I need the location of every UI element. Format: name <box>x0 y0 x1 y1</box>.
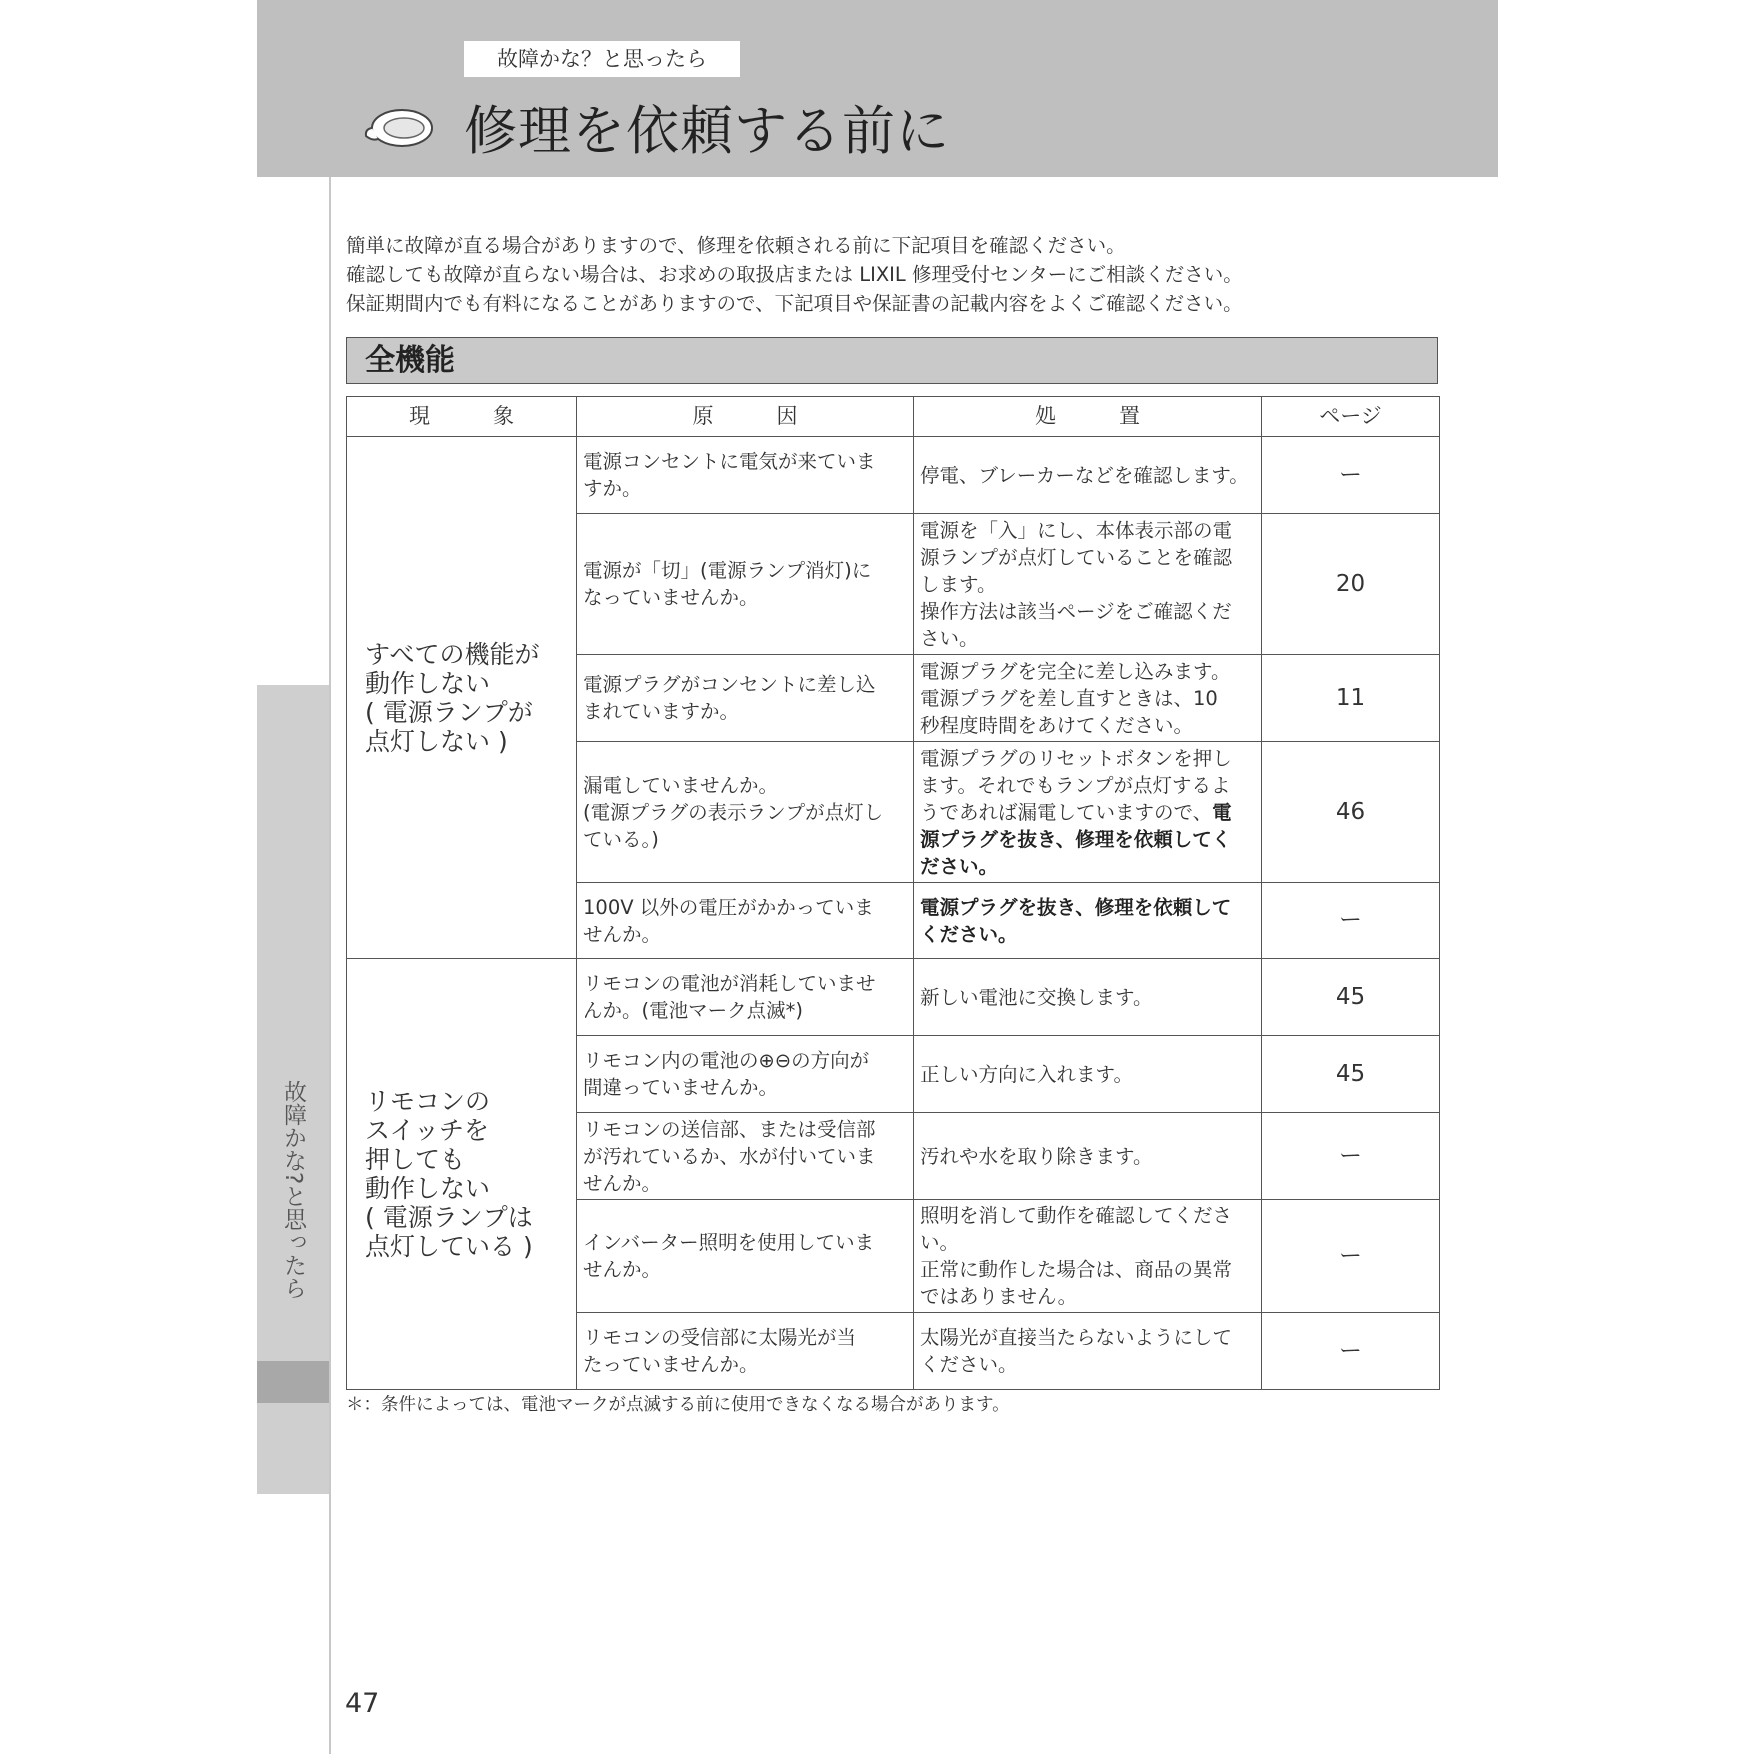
remedy-text: 停電、ブレーカーなどを確認します。 <box>920 463 1249 487</box>
remedy-cell <box>914 742 1262 883</box>
section-label: 故障かな？と思ったら <box>464 41 740 77</box>
remedy-cell <box>914 1113 1262 1200</box>
cause-cell: リモコンの電池が消耗していませ んか。(電池マーク点滅*) <box>577 959 914 1036</box>
section-title: 全機能 <box>365 343 455 378</box>
cause-cell: 漏電していませんか。 (電源プラグの表示ランプが点灯し ている。) <box>577 742 914 883</box>
section-header <box>346 337 1438 384</box>
remedy-cell <box>914 1313 1262 1390</box>
remedy-cell <box>914 1200 1262 1313</box>
cause-cell: リモコンの受信部に太陽光が当 たっていませんか。 <box>577 1313 914 1390</box>
page-ref-cell: 45 <box>1262 959 1440 1036</box>
remedy-cell <box>914 437 1262 514</box>
remedy-text: 汚れや水を取り除きます。 <box>920 1144 1153 1168</box>
cause-cell: リモコンの送信部、または受信部 が汚れているか、水が付いていま せんか。 <box>577 1113 914 1200</box>
table-header-row <box>347 397 1440 437</box>
table-body <box>347 437 1440 1390</box>
remedy-cell <box>914 514 1262 655</box>
remedy-cell <box>914 1036 1262 1113</box>
remedy-text: 新しい電池に交換します。 <box>920 985 1153 1009</box>
remedy-warning: 電 源プラグを抜き、修理を依頼してく ださい。 <box>920 800 1232 878</box>
page-number: 47 <box>345 1688 380 1719</box>
page-ref-cell: ー <box>1262 1113 1440 1200</box>
header-cause: 原 因 <box>577 397 914 437</box>
table-row <box>347 959 1440 1036</box>
intro-line: 簡単に故障が直る場合がありますので、修理を依頼される前に下記項目を確認ください。 <box>346 234 1126 257</box>
header-symptom: 現 象 <box>347 397 577 437</box>
header-remedy: 処 置 <box>914 397 1262 437</box>
remedy-text: 照明を消して動作を確認してくださ い。 正常に動作した場合は、商品の異常 ではありません。 <box>920 1204 1233 1308</box>
cause-cell: 電源コンセントに電気が来ていま すか。 <box>577 437 914 514</box>
remedy-warning: 電源プラグを抜き、修理を依頼して ください。 <box>920 895 1232 946</box>
side-tab-label: 故障かな?と思ったら <box>280 1080 306 1300</box>
remedy-text: 電源を「入」にし、本体表示部の電 源ランプが点灯していることを確認 します。 操作方法は該当ページをご確認くだ さい。 <box>920 518 1233 650</box>
remedy-text: 正しい方向に入れます。 <box>920 1062 1133 1086</box>
cause-cell: リモコン内の電池の⊕⊖の方向が 間違っていませんか。 <box>577 1036 914 1113</box>
remedy-cell <box>914 959 1262 1036</box>
page-ref-cell: 20 <box>1262 514 1440 655</box>
troubleshooting-table <box>346 396 1440 1390</box>
cause-cell: 電源プラグがコンセントに差し込 まれていますか。 <box>577 655 914 742</box>
page-ref-cell: ー <box>1262 1313 1440 1390</box>
page-title: 修理を依頼する前に <box>464 101 950 162</box>
intro-text <box>346 231 1446 318</box>
left-margin-rule <box>329 177 331 1754</box>
page-ref-cell: ー <box>1262 437 1440 514</box>
intro-line: 確認しても故障が直らない場合は、お求めの取扱店または LIXIL 修理受付センターにご相談ください。 <box>346 263 1243 286</box>
remedy-text: 太陽光が直接当たらないようにして ください。 <box>920 1326 1233 1376</box>
remedy-cell <box>914 655 1262 742</box>
remedy-cell <box>914 883 1262 959</box>
page-ref-cell: 46 <box>1262 742 1440 883</box>
symptom-cell: リモコンの スイッチを 押しても 動作しない ( 電源ランプは 点灯している ) <box>347 959 577 1390</box>
intro-line: 保証期間内でも有料になることがありますので、下記項目や保証書の記載内容をよくご確認ください。 <box>346 292 1243 315</box>
page-ref-cell: ー <box>1262 1200 1440 1313</box>
symptom-cell: すべての機能が 動作しない ( 電源ランプが 点灯しない ) <box>347 437 577 959</box>
footnote: ＊：条件によっては、電池マークが点滅する前に使用できなくなる場合があります。 <box>346 1395 1010 1415</box>
header-page: ページ <box>1262 397 1440 437</box>
cause-cell: 電源が「切」(電源ランプ消灯)に なっていませんか。 <box>577 514 914 655</box>
remedy-text: 電源プラグのリセットボタンを押し ます。それでもランプが点灯するよ うであれば漏電していますので、 <box>920 746 1232 824</box>
cause-cell: 100V 以外の電圧がかかっていま せんか。 <box>577 883 914 959</box>
page-ref-cell: 11 <box>1262 655 1440 742</box>
page-ref-cell: ー <box>1262 883 1440 959</box>
table-row <box>347 437 1440 514</box>
page-ref-cell: 45 <box>1262 1036 1440 1113</box>
side-tab-marker <box>257 1361 329 1403</box>
cause-cell: インバーター照明を使用していま せんか。 <box>577 1200 914 1313</box>
remedy-text: 電源プラグを完全に差し込みます。 電源プラグを差し直すときは、10 秒程度時間をあけてください。 <box>920 659 1231 737</box>
toilet-seat-icon <box>362 103 434 153</box>
